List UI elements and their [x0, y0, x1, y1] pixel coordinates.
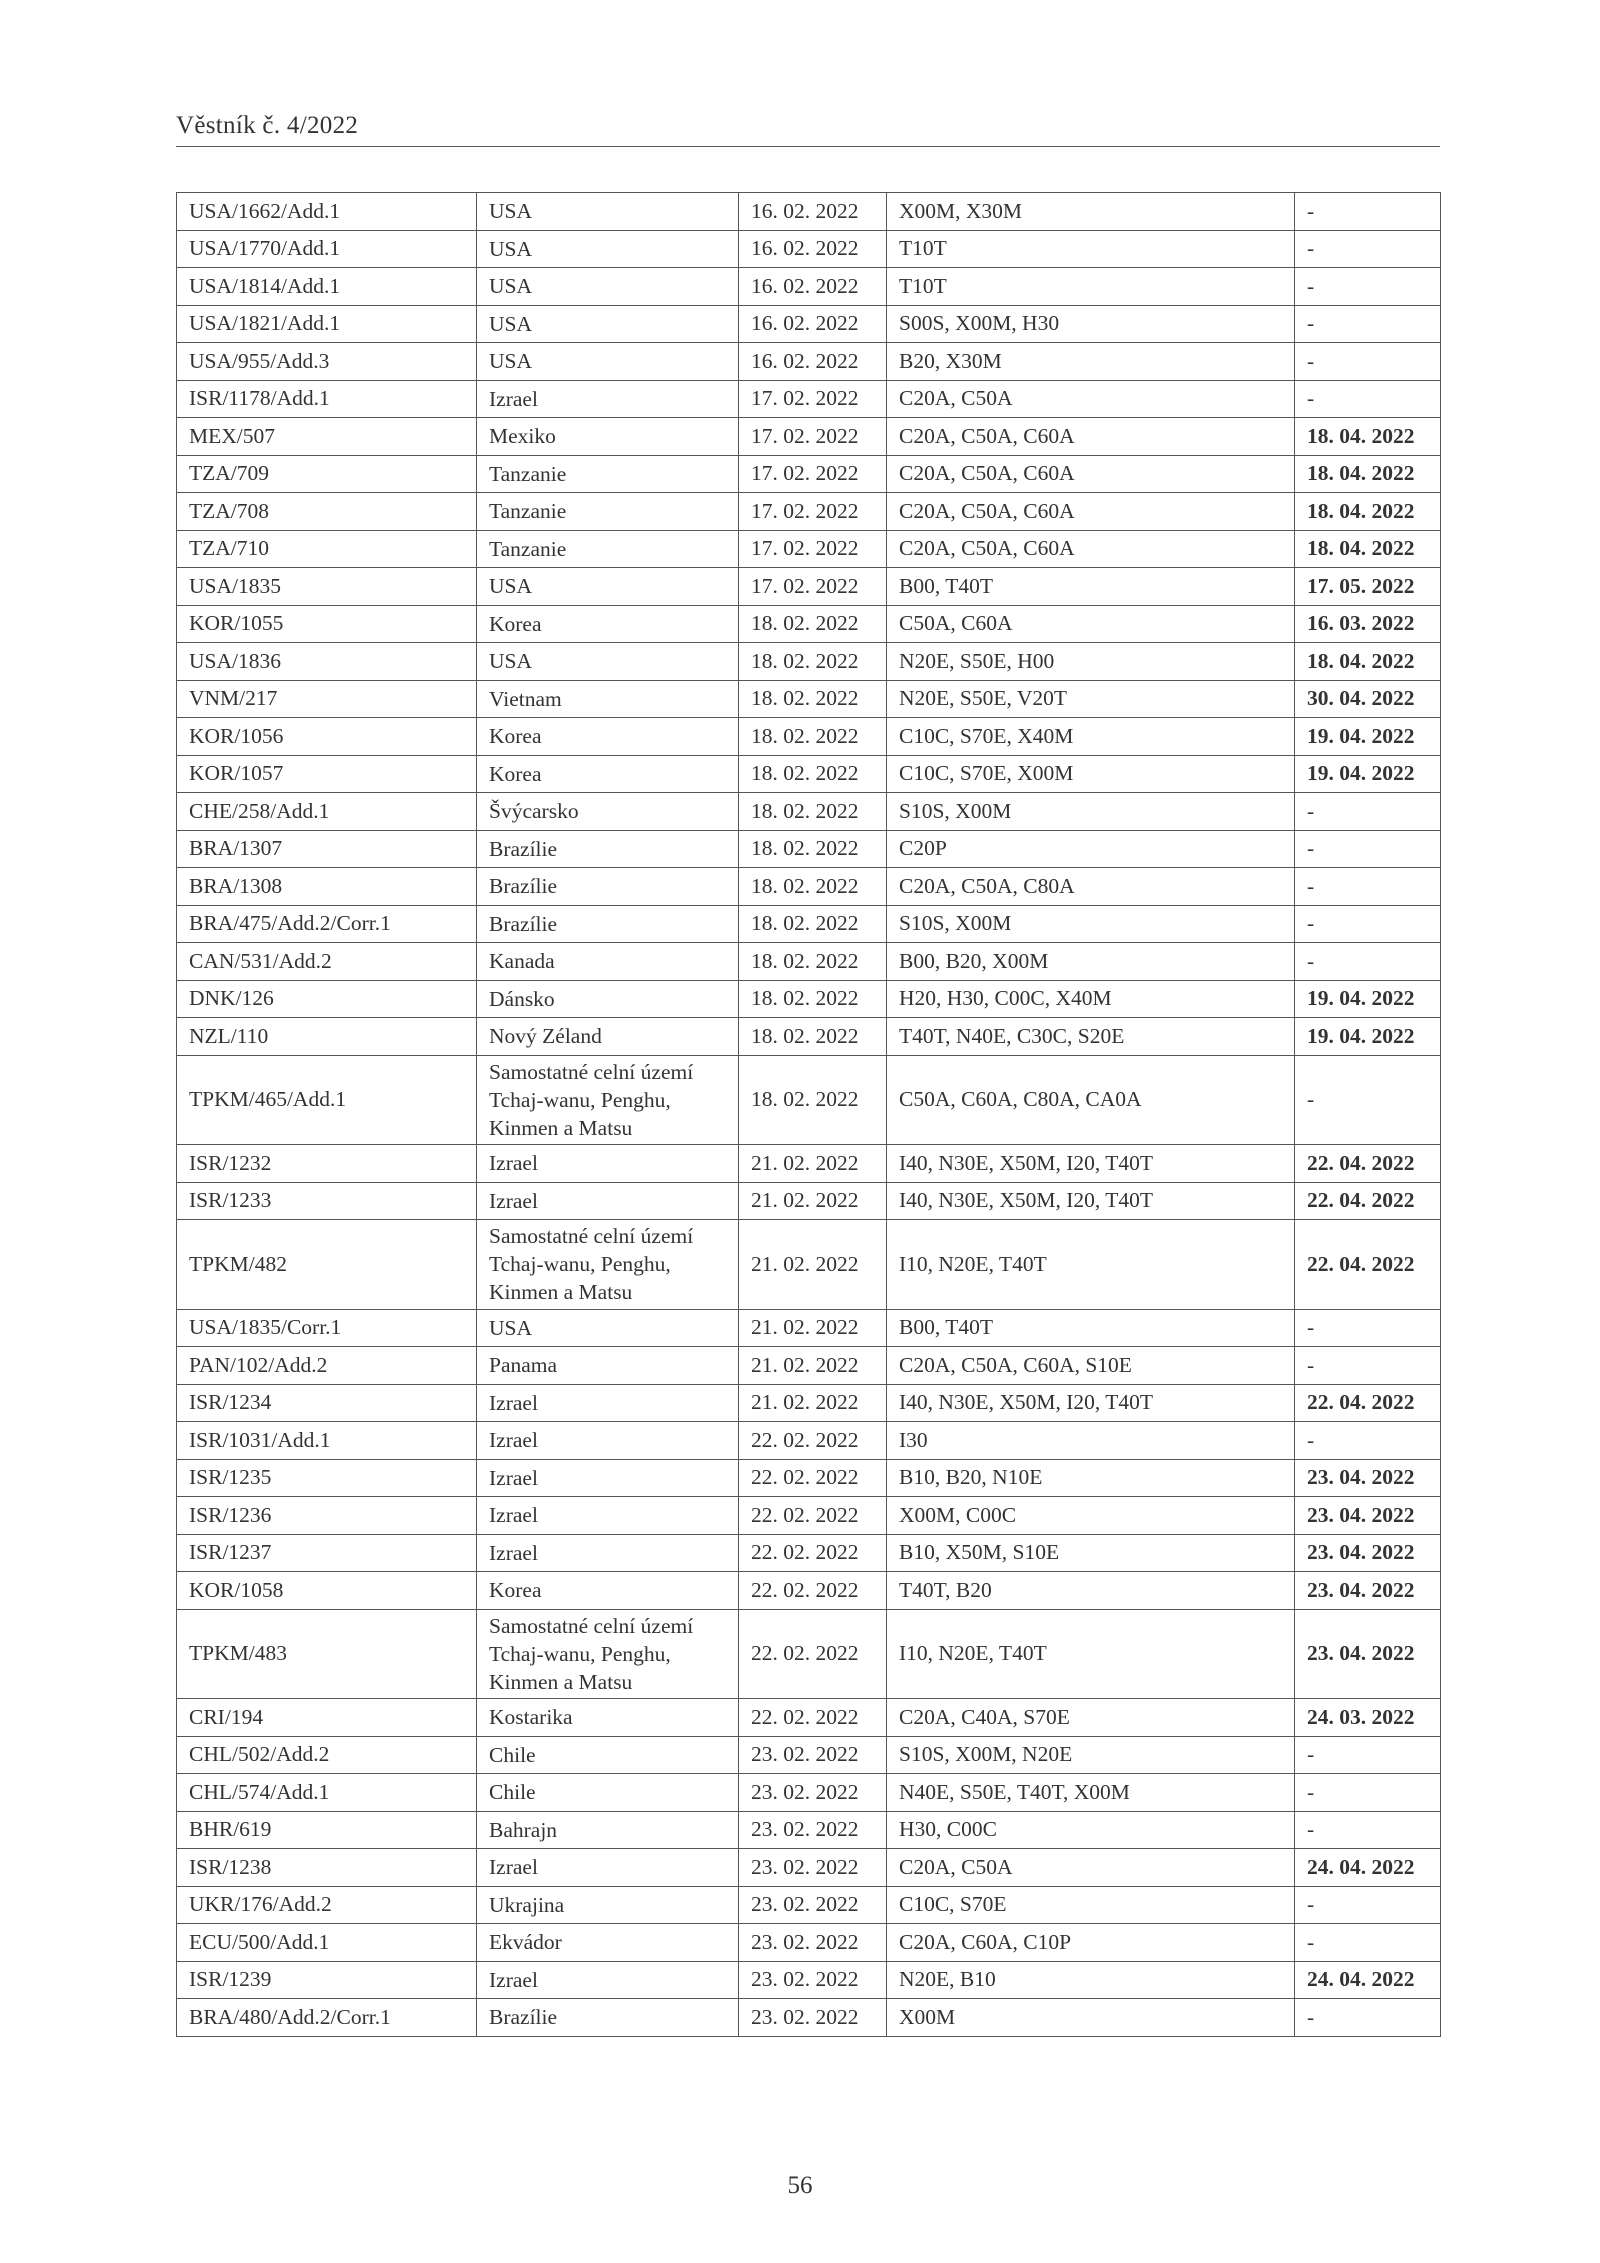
date-cell: 18. 02. 2022 [739, 755, 887, 793]
codes-cell: X00M, C00C [887, 1497, 1295, 1535]
table-row [177, 1459, 1441, 1497]
country-cell: Mexiko [477, 418, 739, 456]
table-row [177, 755, 1441, 793]
document-code-cell: USA/1835 [177, 568, 477, 606]
codes-cell: N20E, S50E, V20T [887, 680, 1295, 718]
document-code-cell: BRA/475/Add.2/Corr.1 [177, 905, 477, 943]
country-cell: Kostarika [477, 1699, 739, 1737]
deadline-cell: 18. 04. 2022 [1295, 418, 1441, 456]
country-cell: Izrael [477, 1459, 739, 1497]
deadline-cell: - [1295, 943, 1441, 981]
date-cell: 21. 02. 2022 [739, 1182, 887, 1220]
table-row [177, 1497, 1441, 1535]
table-row [177, 793, 1441, 831]
document-code-cell: TPKM/465/Add.1 [177, 1055, 477, 1145]
date-cell: 18. 02. 2022 [739, 905, 887, 943]
country-cell: USA [477, 268, 739, 306]
codes-cell: C20P [887, 830, 1295, 868]
deadline-cell: - [1295, 905, 1441, 943]
document-code-cell: BRA/1307 [177, 830, 477, 868]
country-cell: USA [477, 1309, 739, 1347]
codes-cell: X00M, X30M [887, 193, 1295, 231]
country-cell: USA [477, 343, 739, 381]
date-cell: 17. 02. 2022 [739, 455, 887, 493]
codes-cell: I40, N30E, X50M, I20, T40T [887, 1182, 1295, 1220]
deadline-cell: 24. 04. 2022 [1295, 1961, 1441, 1999]
codes-cell: C20A, C50A, C60A [887, 455, 1295, 493]
deadline-cell: 19. 04. 2022 [1295, 1018, 1441, 1056]
table-row [177, 1018, 1441, 1056]
deadline-cell: 19. 04. 2022 [1295, 755, 1441, 793]
document-code-cell: BHR/619 [177, 1811, 477, 1849]
deadline-cell: - [1295, 830, 1441, 868]
document-code-cell: CAN/531/Add.2 [177, 943, 477, 981]
country-cell: Panama [477, 1347, 739, 1385]
table-row [177, 643, 1441, 681]
codes-cell: C20A, C50A [887, 380, 1295, 418]
notifications-table [176, 192, 1441, 2037]
table-row [177, 1886, 1441, 1924]
deadline-cell: 23. 04. 2022 [1295, 1497, 1441, 1535]
codes-cell: I40, N30E, X50M, I20, T40T [887, 1145, 1295, 1183]
document-code-cell: USA/1836 [177, 643, 477, 681]
codes-cell: H30, C00C [887, 1811, 1295, 1849]
country-cell: Izrael [477, 1384, 739, 1422]
country-cell: Brazílie [477, 830, 739, 868]
deadline-cell: 23. 04. 2022 [1295, 1609, 1441, 1699]
deadline-cell: - [1295, 1886, 1441, 1924]
country-cell: Korea [477, 755, 739, 793]
document-code-cell: USA/1814/Add.1 [177, 268, 477, 306]
date-cell: 22. 02. 2022 [739, 1534, 887, 1572]
country-cell: Nový Zéland [477, 1018, 739, 1056]
document-code-cell: ISR/1239 [177, 1961, 477, 1999]
date-cell: 18. 02. 2022 [739, 1018, 887, 1056]
codes-cell: S10S, X00M [887, 905, 1295, 943]
document-code-cell: ISR/1235 [177, 1459, 477, 1497]
country-cell: Dánsko [477, 980, 739, 1018]
deadline-cell: - [1295, 380, 1441, 418]
codes-cell: T40T, N40E, C30C, S20E [887, 1018, 1295, 1056]
document-code-cell: NZL/110 [177, 1018, 477, 1056]
table-row [177, 1811, 1441, 1849]
table-row [177, 943, 1441, 981]
codes-cell: S10S, X00M [887, 793, 1295, 831]
deadline-cell: - [1295, 268, 1441, 306]
country-cell: Izrael [477, 1145, 739, 1183]
country-cell: Izrael [477, 1422, 739, 1460]
deadline-cell: - [1295, 1347, 1441, 1385]
date-cell: 22. 02. 2022 [739, 1459, 887, 1497]
date-cell: 16. 02. 2022 [739, 268, 887, 306]
date-cell: 18. 02. 2022 [739, 830, 887, 868]
table-row [177, 1384, 1441, 1422]
document-code-cell: ISR/1232 [177, 1145, 477, 1183]
country-cell: Ukrajina [477, 1886, 739, 1924]
document-code-cell: CHE/258/Add.1 [177, 793, 477, 831]
codes-cell: C10C, S70E, X00M [887, 755, 1295, 793]
deadline-cell: - [1295, 230, 1441, 268]
country-cell: USA [477, 305, 739, 343]
deadline-cell: - [1295, 343, 1441, 381]
document-code-cell: ISR/1233 [177, 1182, 477, 1220]
date-cell: 17. 02. 2022 [739, 530, 887, 568]
table-row [177, 718, 1441, 756]
country-cell: USA [477, 193, 739, 231]
document-code-cell: USA/1835/Corr.1 [177, 1309, 477, 1347]
country-cell: Samostatné celní území Tchaj-wanu, Penghu, Kinmen a Matsu [477, 1220, 739, 1310]
document-code-cell: USA/1821/Add.1 [177, 305, 477, 343]
codes-cell: T10T [887, 230, 1295, 268]
date-cell: 22. 02. 2022 [739, 1572, 887, 1610]
document-code-cell: DNK/126 [177, 980, 477, 1018]
date-cell: 23. 02. 2022 [739, 1736, 887, 1774]
table-row [177, 1182, 1441, 1220]
document-code-cell: KOR/1058 [177, 1572, 477, 1610]
deadline-cell: - [1295, 1736, 1441, 1774]
table-row [177, 305, 1441, 343]
deadline-cell: 30. 04. 2022 [1295, 680, 1441, 718]
table-row [177, 1220, 1441, 1310]
codes-cell: C20A, C50A, C60A [887, 493, 1295, 531]
date-cell: 21. 02. 2022 [739, 1309, 887, 1347]
codes-cell: C20A, C50A, C60A [887, 418, 1295, 456]
country-cell: Tanzanie [477, 493, 739, 531]
document-code-cell: UKR/176/Add.2 [177, 1886, 477, 1924]
document-code-cell: USA/1770/Add.1 [177, 230, 477, 268]
document-code-cell: BRA/480/Add.2/Corr.1 [177, 1999, 477, 2037]
country-cell: Ekvádor [477, 1924, 739, 1962]
page-number: 56 [787, 2172, 813, 2199]
codes-cell: C20A, C50A, C60A, S10E [887, 1347, 1295, 1385]
document-code-cell: VNM/217 [177, 680, 477, 718]
date-cell: 23. 02. 2022 [739, 1961, 887, 1999]
codes-cell: C20A, C50A, C80A [887, 868, 1295, 906]
country-cell: Samostatné celní území Tchaj-wanu, Penghu, Kinmen a Matsu [477, 1609, 739, 1699]
document-code-cell: TPKM/482 [177, 1220, 477, 1310]
date-cell: 18. 02. 2022 [739, 980, 887, 1018]
country-cell: USA [477, 230, 739, 268]
document-code-cell: TZA/710 [177, 530, 477, 568]
country-cell: Tanzanie [477, 455, 739, 493]
codes-cell: N20E, S50E, H00 [887, 643, 1295, 681]
codes-cell: T40T, B20 [887, 1572, 1295, 1610]
table-row [177, 343, 1441, 381]
deadline-cell: 19. 04. 2022 [1295, 718, 1441, 756]
date-cell: 22. 02. 2022 [739, 1609, 887, 1699]
date-cell: 21. 02. 2022 [739, 1384, 887, 1422]
date-cell: 21. 02. 2022 [739, 1220, 887, 1310]
table-row [177, 868, 1441, 906]
table-row [177, 380, 1441, 418]
codes-cell: C50A, C60A [887, 605, 1295, 643]
document-code-cell: ECU/500/Add.1 [177, 1924, 477, 1962]
codes-cell: X00M [887, 1999, 1295, 2037]
codes-cell: B00, B20, X00M [887, 943, 1295, 981]
date-cell: 21. 02. 2022 [739, 1145, 887, 1183]
date-cell: 23. 02. 2022 [739, 1811, 887, 1849]
codes-cell: S00S, X00M, H30 [887, 305, 1295, 343]
codes-cell: B00, T40T [887, 1309, 1295, 1347]
country-cell: Brazílie [477, 868, 739, 906]
document-code-cell: ISR/1238 [177, 1849, 477, 1887]
date-cell: 18. 02. 2022 [739, 943, 887, 981]
date-cell: 23. 02. 2022 [739, 1849, 887, 1887]
country-cell: Izrael [477, 1961, 739, 1999]
date-cell: 16. 02. 2022 [739, 193, 887, 231]
codes-cell: C20A, C60A, C10P [887, 1924, 1295, 1962]
date-cell: 23. 02. 2022 [739, 1774, 887, 1812]
deadline-cell: 23. 04. 2022 [1295, 1572, 1441, 1610]
document-code-cell: TZA/709 [177, 455, 477, 493]
table-row [177, 230, 1441, 268]
codes-cell: N40E, S50E, T40T, X00M [887, 1774, 1295, 1812]
deadline-cell: 18. 04. 2022 [1295, 455, 1441, 493]
codes-cell: N20E, B10 [887, 1961, 1295, 1999]
codes-cell: C10C, S70E, X40M [887, 718, 1295, 756]
codes-cell: C20A, C50A [887, 1849, 1295, 1887]
deadline-cell: - [1295, 1999, 1441, 2037]
deadline-cell: 24. 03. 2022 [1295, 1699, 1441, 1737]
date-cell: 17. 02. 2022 [739, 380, 887, 418]
codes-cell: C10C, S70E [887, 1886, 1295, 1924]
table-row [177, 193, 1441, 231]
table-row [177, 1924, 1441, 1962]
document-code-cell: BRA/1308 [177, 868, 477, 906]
date-cell: 21. 02. 2022 [739, 1347, 887, 1385]
date-cell: 17. 02. 2022 [739, 493, 887, 531]
codes-cell: T10T [887, 268, 1295, 306]
country-cell: Chile [477, 1774, 739, 1812]
deadline-cell: 19. 04. 2022 [1295, 980, 1441, 1018]
document-code-cell: ISR/1178/Add.1 [177, 380, 477, 418]
codes-cell: B10, B20, N10E [887, 1459, 1295, 1497]
table-row [177, 1422, 1441, 1460]
date-cell: 22. 02. 2022 [739, 1422, 887, 1460]
table-row [177, 980, 1441, 1018]
document-code-cell: TPKM/483 [177, 1609, 477, 1699]
table-row [177, 493, 1441, 531]
document-code-cell: ISR/1236 [177, 1497, 477, 1535]
deadline-cell: - [1295, 305, 1441, 343]
country-cell: Chile [477, 1736, 739, 1774]
table-row [177, 1774, 1441, 1812]
document-code-cell: USA/955/Add.3 [177, 343, 477, 381]
date-cell: 17. 02. 2022 [739, 418, 887, 456]
deadline-cell: 22. 04. 2022 [1295, 1182, 1441, 1220]
deadline-cell: - [1295, 1055, 1441, 1145]
deadline-cell: 18. 04. 2022 [1295, 493, 1441, 531]
table-row [177, 1609, 1441, 1699]
table-row [177, 680, 1441, 718]
country-cell: Samostatné celní území Tchaj-wanu, Penghu, Kinmen a Matsu [477, 1055, 739, 1145]
table-row [177, 1999, 1441, 2037]
date-cell: 18. 02. 2022 [739, 680, 887, 718]
deadline-cell: - [1295, 1422, 1441, 1460]
country-cell: Vietnam [477, 680, 739, 718]
deadline-cell: 22. 04. 2022 [1295, 1220, 1441, 1310]
table-row [177, 605, 1441, 643]
deadline-cell: 16. 03. 2022 [1295, 605, 1441, 643]
country-cell: USA [477, 643, 739, 681]
table-row [177, 455, 1441, 493]
document-code-cell: PAN/102/Add.2 [177, 1347, 477, 1385]
country-cell: Korea [477, 1572, 739, 1610]
deadline-cell: - [1295, 1774, 1441, 1812]
date-cell: 23. 02. 2022 [739, 1886, 887, 1924]
deadline-cell: 18. 04. 2022 [1295, 530, 1441, 568]
document-code-cell: ISR/1234 [177, 1384, 477, 1422]
codes-cell: B20, X30M [887, 343, 1295, 381]
document-code-cell: CHL/502/Add.2 [177, 1736, 477, 1774]
document-code-cell: TZA/708 [177, 493, 477, 531]
date-cell: 18. 02. 2022 [739, 605, 887, 643]
deadline-cell: - [1295, 1309, 1441, 1347]
document-code-cell: CHL/574/Add.1 [177, 1774, 477, 1812]
document-code-cell: ISR/1031/Add.1 [177, 1422, 477, 1460]
document-code-cell: ISR/1237 [177, 1534, 477, 1572]
date-cell: 17. 02. 2022 [739, 568, 887, 606]
codes-cell: C20A, C50A, C60A [887, 530, 1295, 568]
codes-cell: B00, T40T [887, 568, 1295, 606]
country-cell: Izrael [477, 1182, 739, 1220]
table-row [177, 1699, 1441, 1737]
deadline-cell: 17. 05. 2022 [1295, 568, 1441, 606]
deadline-cell: - [1295, 193, 1441, 231]
codes-cell: H20, H30, C00C, X40M [887, 980, 1295, 1018]
table-row [177, 568, 1441, 606]
codes-cell: S10S, X00M, N20E [887, 1736, 1295, 1774]
document-code-cell: USA/1662/Add.1 [177, 193, 477, 231]
document-code-cell: MEX/507 [177, 418, 477, 456]
country-cell: Izrael [477, 380, 739, 418]
date-cell: 16. 02. 2022 [739, 230, 887, 268]
document-code-cell: KOR/1057 [177, 755, 477, 793]
table-row [177, 1534, 1441, 1572]
table-body [177, 193, 1441, 2037]
country-cell: Kanada [477, 943, 739, 981]
codes-cell: B10, X50M, S10E [887, 1534, 1295, 1572]
country-cell: Izrael [477, 1849, 739, 1887]
codes-cell: I30 [887, 1422, 1295, 1460]
table-row [177, 530, 1441, 568]
deadline-cell: - [1295, 1811, 1441, 1849]
country-cell: Tanzanie [477, 530, 739, 568]
country-cell: Korea [477, 605, 739, 643]
codes-cell: C20A, C40A, S70E [887, 1699, 1295, 1737]
date-cell: 18. 02. 2022 [739, 793, 887, 831]
document-code-cell: KOR/1055 [177, 605, 477, 643]
date-cell: 23. 02. 2022 [739, 1924, 887, 1962]
country-cell: Korea [477, 718, 739, 756]
country-cell: Švýcarsko [477, 793, 739, 831]
table-row [177, 1572, 1441, 1610]
deadline-cell: - [1295, 1924, 1441, 1962]
codes-cell: I40, N30E, X50M, I20, T40T [887, 1384, 1295, 1422]
table-row [177, 1961, 1441, 1999]
table-row [177, 1055, 1441, 1145]
table-row [177, 905, 1441, 943]
deadline-cell: 22. 04. 2022 [1295, 1145, 1441, 1183]
country-cell: Brazílie [477, 905, 739, 943]
table-row [177, 1309, 1441, 1347]
deadline-cell: 24. 04. 2022 [1295, 1849, 1441, 1887]
date-cell: 18. 02. 2022 [739, 643, 887, 681]
deadline-cell: 23. 04. 2022 [1295, 1459, 1441, 1497]
table-row [177, 268, 1441, 306]
table-row [177, 1849, 1441, 1887]
date-cell: 22. 02. 2022 [739, 1699, 887, 1737]
date-cell: 18. 02. 2022 [739, 868, 887, 906]
document-code-cell: KOR/1056 [177, 718, 477, 756]
table-row [177, 1347, 1441, 1385]
country-cell: USA [477, 568, 739, 606]
deadline-cell: - [1295, 868, 1441, 906]
date-cell: 18. 02. 2022 [739, 718, 887, 756]
date-cell: 18. 02. 2022 [739, 1055, 887, 1145]
deadline-cell: - [1295, 793, 1441, 831]
deadline-cell: 18. 04. 2022 [1295, 643, 1441, 681]
document-code-cell: CRI/194 [177, 1699, 477, 1737]
country-cell: Bahrajn [477, 1811, 739, 1849]
deadline-cell: 22. 04. 2022 [1295, 1384, 1441, 1422]
deadline-cell: 23. 04. 2022 [1295, 1534, 1441, 1572]
page-header-title: Věstník č. 4/2022 [176, 112, 1440, 147]
table-row [177, 1145, 1441, 1183]
date-cell: 16. 02. 2022 [739, 305, 887, 343]
table-row [177, 1736, 1441, 1774]
country-cell: Izrael [477, 1534, 739, 1572]
codes-cell: I10, N20E, T40T [887, 1220, 1295, 1310]
country-cell: Izrael [477, 1497, 739, 1535]
date-cell: 16. 02. 2022 [739, 343, 887, 381]
country-cell: Brazílie [477, 1999, 739, 2037]
table-row [177, 418, 1441, 456]
date-cell: 23. 02. 2022 [739, 1999, 887, 2037]
codes-cell: C50A, C60A, C80A, CA0A [887, 1055, 1295, 1145]
codes-cell: I10, N20E, T40T [887, 1609, 1295, 1699]
date-cell: 22. 02. 2022 [739, 1497, 887, 1535]
table-row [177, 830, 1441, 868]
